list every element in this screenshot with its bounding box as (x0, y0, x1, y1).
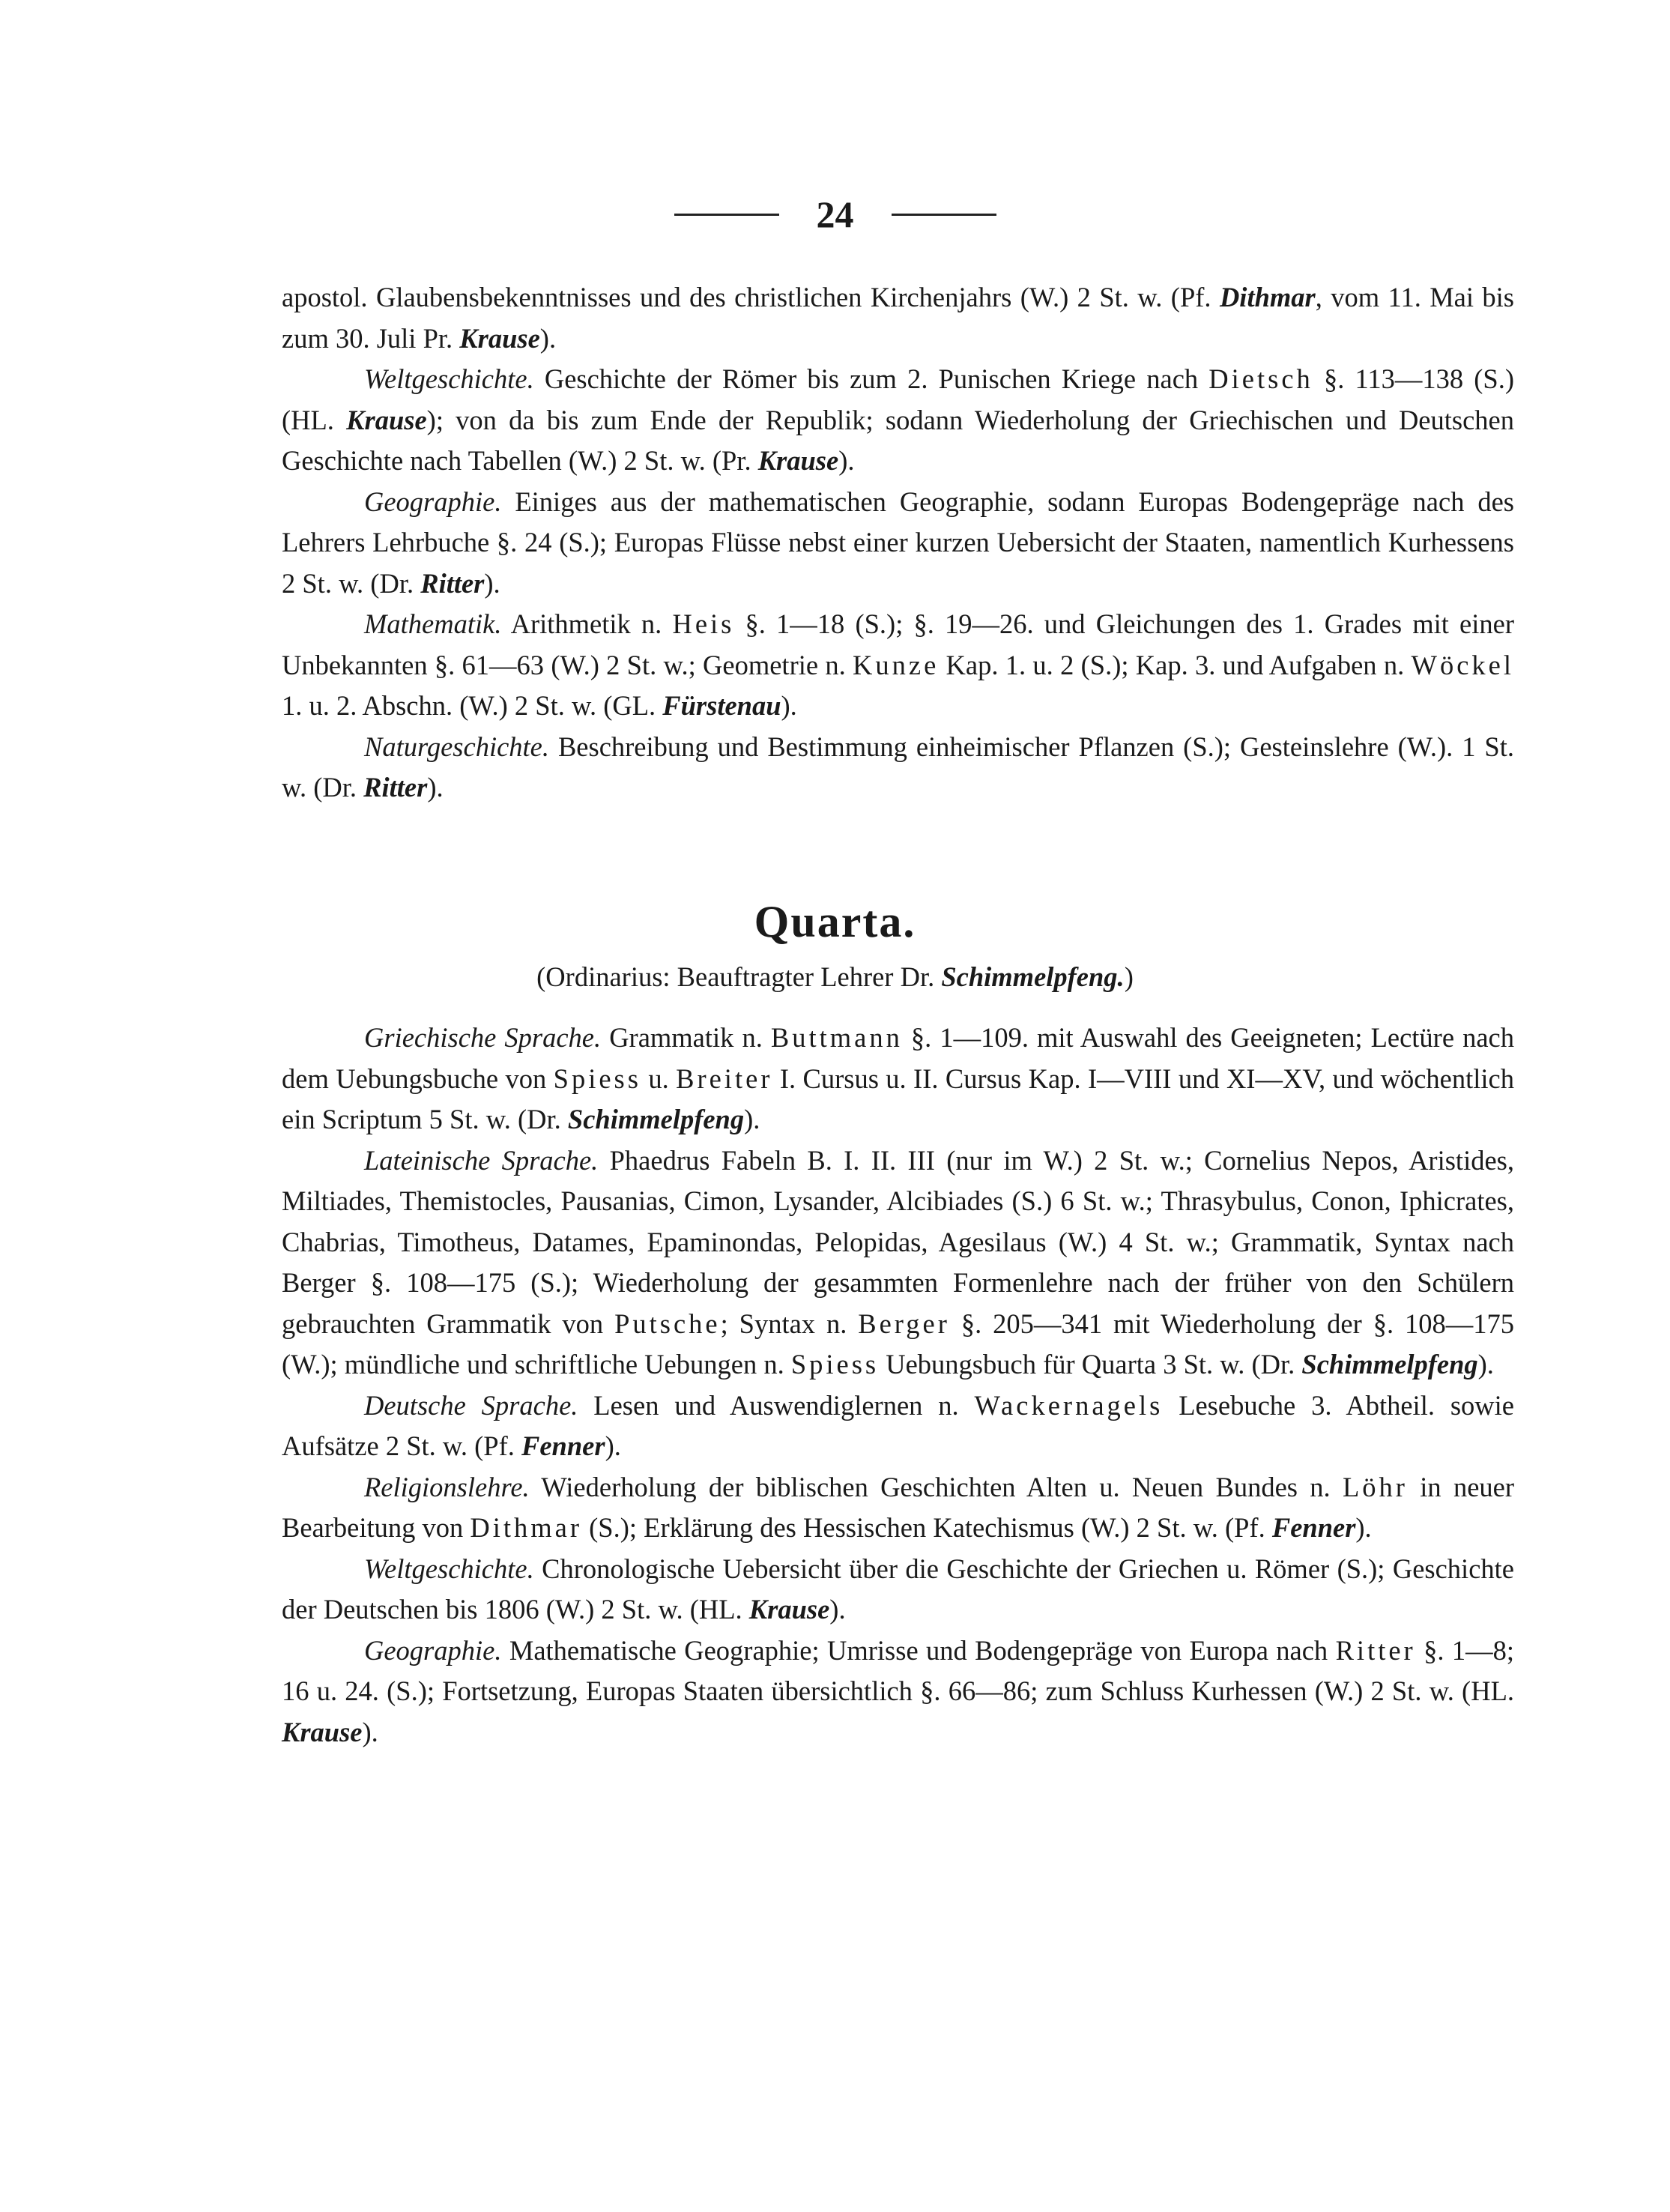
subject-heading: Religionslehre. (364, 1471, 530, 1502)
spaced-name: Heis (672, 608, 735, 639)
text-run: in neuer Bearbeitung von (282, 1471, 1514, 1543)
subject-paragraph (282, 727, 1514, 809)
text-run: Grammatik n. (601, 1022, 771, 1053)
teacher-name: Fenner (521, 1430, 605, 1461)
text-run: §. 1—109. mit Auswahl des Geeigneten; Lectüre nach dem Uebungsbuche von (282, 1022, 1514, 1094)
text-run: Chronologische Uebersicht über die Geschichte der Griechen u. Römer (S.); Geschichte der Deutschen bis 1806 (W.) 2 St. w. (HL. (282, 1553, 1514, 1625)
subject-paragraph (282, 1018, 1514, 1140)
teacher-name: Krause (282, 1716, 363, 1747)
text-run: §. 113—138 (S.) (HL. (282, 363, 1514, 435)
text-run: apostol. Glaubensbekenntnisses und des christlichen Kirchenjahrs (W.) 2 St. w. (Pf. (282, 282, 1220, 312)
subject-paragraph (282, 1385, 1514, 1467)
teacher-name: Fürstenau (662, 690, 781, 721)
subject-heading: Lateinische Sprache. (364, 1144, 599, 1176)
teacher-name: Krause (459, 322, 540, 354)
spaced-name: Buttmann (770, 1022, 903, 1053)
text-run: Arithmetik n. (501, 608, 673, 639)
text-run: Einiges aus der mathematischen Geographie, sodann Europas Bodengepräge nach des Lehrers Lehrbuche §. 24 (S.); Europas Flüsse nebst einer kurzen Uebersicht der Staaten, namentlich Kurhessens 2 St. w. (Dr. (282, 486, 1514, 599)
text-run: 1. u. 2. Abschn. (W.) 2 St. w. (GL. (282, 690, 663, 721)
subject-heading: Weltgeschichte. (364, 363, 534, 394)
spaced-name: Breiter (676, 1063, 773, 1094)
continued-section (282, 277, 1514, 809)
text-run: ). (362, 1716, 378, 1747)
text-run: Wiederholung der biblischen Geschichten Alten u. Neuen Bundes n. (529, 1471, 1343, 1502)
text-run: , vom 11. Mai bis zum 30. Juli Pr. (282, 282, 1515, 354)
text-run: Lesen und Auswendiglernen n. (578, 1389, 975, 1421)
subject-paragraph (282, 1467, 1514, 1549)
spaced-name: Wackernagels (974, 1389, 1164, 1421)
text-run: (Ordinarius: Beauftragter Lehrer Dr. (536, 961, 942, 992)
text-run: Kap. 1. u. 2 (S.); Kap. 3. und Aufgaben n. (939, 649, 1412, 680)
subject-paragraph (282, 359, 1514, 482)
teacher-name: Dithmar (1219, 282, 1316, 312)
text-run: ). (781, 690, 797, 721)
text-run: I. Cursus u. II. Cursus Kap. I—VIII und XI—XV, und wöchentlich ein Scriptum 5 St. w. (Dr. (282, 1063, 1514, 1134)
subject-paragraph (282, 604, 1514, 727)
spaced-name: Spiess (790, 1349, 880, 1380)
spaced-name: Putsche (614, 1308, 721, 1339)
spaced-name: Kunze (853, 649, 940, 680)
spaced-name: Dietsch (1208, 363, 1313, 394)
subject-heading: Mathematik. (364, 608, 502, 639)
text-run: Uebungsbuch für Quarta 3 St. w. (Dr. (879, 1349, 1302, 1380)
quarta-section (282, 1018, 1514, 1753)
text-run: §. 1—18 (S.); §. 19—26. und Gleichungen des 1. Grades mit einer Unbekannten §. 61—63 (W.) 2 St. w.; Geometrie n. (282, 608, 1514, 680)
spaced-name: Ritter (1335, 1634, 1416, 1666)
subject-heading: Weltgeschichte. (364, 1553, 534, 1584)
subject-heading: Geographie. (364, 1634, 502, 1666)
page-header (0, 192, 1670, 237)
text-run: (S.); Erklärung des Hessischen Katechismus (W.) 2 St. w. (Pf. (582, 1512, 1272, 1543)
teacher-name: Fenner (1271, 1512, 1356, 1543)
text-run: ). (427, 772, 444, 803)
header-rule-right (892, 214, 996, 216)
text-run: ; Syntax n. (720, 1308, 859, 1339)
subject-paragraph (282, 1140, 1514, 1385)
subject-heading: Griechische Sprache. (364, 1022, 602, 1053)
teacher-name: Schimmelpfeng (1301, 1349, 1478, 1380)
text-run: Lesebuche 3. Abtheil. sowie Aufsätze 2 St. w. (Pf. (282, 1389, 1514, 1461)
text-run: ). (539, 322, 557, 354)
teacher-name: Ritter (420, 567, 485, 599)
subject-paragraph (282, 1549, 1514, 1631)
teacher-name: Krause (346, 404, 427, 435)
section-title: Quarta. (754, 897, 916, 946)
spaced-name: Berger (858, 1308, 950, 1339)
spaced-name: Dithmar (470, 1512, 583, 1543)
teacher-name: Ritter (363, 772, 428, 803)
spaced-name: Wöckel (1411, 649, 1514, 680)
text-run: §. 1—8; 16 u. 24. (S.); Fortsetzung, Europas Staaten übersichtlich §. 66—86; zum Schluss Kurhessen (W.) 2 St. w. (HL. (282, 1634, 1514, 1706)
text-run: ). (605, 1430, 621, 1461)
text-run: Geschichte der Römer bis zum 2. Punischen Kriege nach (533, 363, 1209, 394)
subject-heading: Geographie. (364, 486, 502, 517)
header-rule-left (674, 214, 779, 216)
text-run: ). (744, 1104, 760, 1134)
teacher-name: Krause (757, 445, 839, 476)
text-run: u. (641, 1063, 677, 1094)
text-run: ). (484, 567, 500, 599)
text-run: §. 205—341 mit Wiederholung der §. 108—175 (W.); mündliche und schriftliche Uebungen n. (282, 1308, 1514, 1380)
continued-paragraph (282, 277, 1514, 359)
text-run: ). (1355, 1512, 1372, 1543)
teacher-name: Schimmelpfeng. (941, 961, 1125, 992)
text-run: ). (838, 445, 855, 476)
subject-heading: Deutsche Sprache. (364, 1389, 578, 1421)
text-run: ) (1124, 961, 1134, 992)
teacher-name: Schimmelpfeng (567, 1104, 745, 1134)
text-run: Mathematische Geographie; Umrisse und Bodengepräge von Europa nach (501, 1634, 1336, 1666)
spaced-name: Spiess (553, 1063, 641, 1094)
text-run: ). (1477, 1349, 1494, 1380)
teacher-name: Krause (748, 1594, 830, 1625)
text-run: ); von da bis zum Ende der Republik; sodann Wiederholung der Griechischen und Deutschen Geschichte nach Tabellen (W.) 2 St. w. (Pr. (282, 404, 1514, 476)
page-number: 24 (816, 193, 854, 235)
text-run: Phaedrus Fabeln B. I. II. III (nur im W.) 2 St. w.; Cornelius Nepos, Aristides, Miltiades, Themistocles, Pausanias, Cimon, Lysander, Alcibiades (S.) 6 St. w.; Thrasybulus, Conon, Iphicrates, Chabrias, Timotheus, Datames, Epaminondas, Pelopidas, Agesilaus (W.) 4 St. w.; Grammatik, Syntax nach Berger §. 108—175 (S.); Wiederholung der gesammten Formenlehre nach der früher von den Schülern gebrauchten Grammatik von (282, 1144, 1514, 1339)
spaced-name: Löhr (1342, 1471, 1408, 1502)
subject-paragraph (282, 482, 1514, 605)
text-run: Beschreibung und Bestimmung einheimischer Pflanzen (S.); Gesteinslehre (W.). 1 St. w. (Dr. (282, 731, 1514, 803)
section-subtitle (0, 957, 1670, 997)
subject-paragraph (282, 1631, 1514, 1753)
subject-heading: Naturgeschichte. (364, 731, 549, 762)
text-run: ). (829, 1594, 846, 1625)
